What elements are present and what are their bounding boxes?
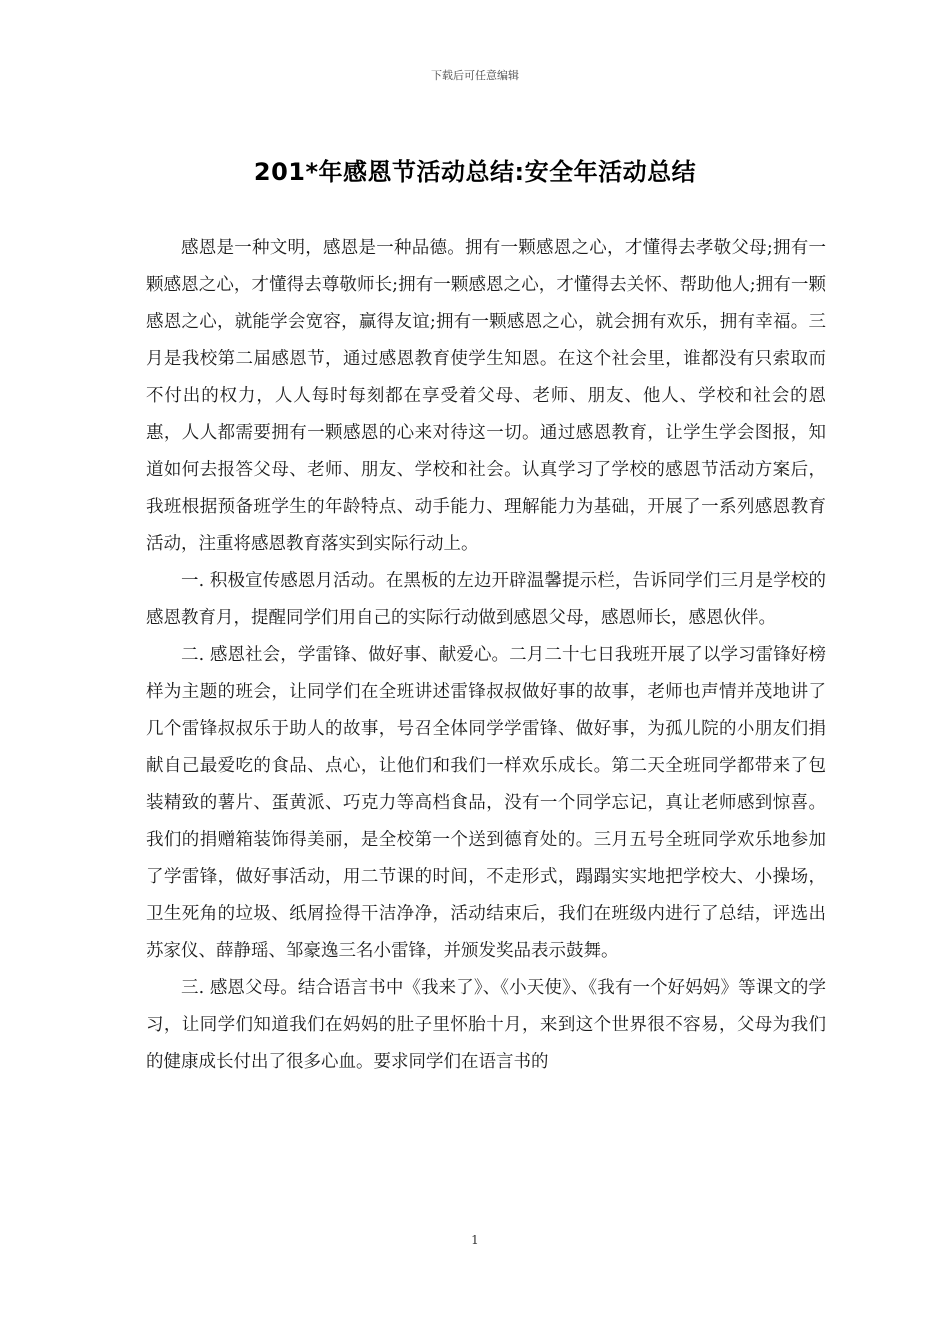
document-body [146, 230, 826, 1081]
document-title: 201*年感恩节活动总结:安全年活动总结 [253, 158, 697, 186]
paragraph-section-1: 一. 积极宣传感恩月活动。在黑板的左边开辟温馨提示栏，告诉同学们三月是学校的感恩教育月，提醒同学们用自己的实际行动做到感恩父母，感恩师长，感恩伙伴。 [146, 571, 826, 628]
header-note: 下载后可任意编辑 [431, 69, 519, 82]
paragraph-section-3: 三. 感恩父母。结合语言书中《我来了》、《小天使》、《我有一个好妈妈》等课文的学习，让同学们知道我们在妈妈的肚子里怀胎十月，来到这个世界很不容易，父母为我们的健康成长付出了很多心血。要求同学们在语言书的 [146, 978, 826, 1072]
paragraph-intro: 感恩是一种文明，感恩是一种品德。拥有一颗感恩之心，才懂得去孝敬父母;拥有一颗感恩之心，才懂得去尊敬师长;拥有一颗感恩之心，才懂得去关怀、帮助他人;拥有一颗感恩之心，就能学会宽容，赢得友谊;拥有一颗感恩之心，就会拥有欢乐，拥有幸福。三月是我校第二届感恩节，通过感恩教育使学生知恩。在这个社会里，谁都没有只索取而不付出的权力，人人每时每刻都在享受着父母、老师、朋友、他人、学校和社会的恩惠，人人都需要拥有一颗感恩的心来对待这一切。通过感恩教育，让学生学会图报，知道如何去报答父母、老师、朋友、学校和社会。认真学习了学校的感恩节活动方案后，我班根据预备班学生的年龄特点、动手能力、理解能力为基础，开展了一系列感恩教育活动，注重将感恩教育落实到实际行动上。 [146, 238, 826, 554]
paragraph-section-2: 二. 感恩社会，学雷锋、做好事、献爱心。二月二十七日我班开展了以学习雷锋好榜样为主题的班会，让同学们在全班讲述雷锋叔叔做好事的故事，老师也声情并茂地讲了几个雷锋叔叔乐于助人的故事，号召全体同学学雷锋、做好事，为孤儿院的小朋友们捐献自己最爱吃的食品、点心，让他们和我们一样欢乐成长。第二天全班同学都带来了包装精致的薯片、蛋黄派、巧克力等高档食品，没有一个同学忘记，真让老师感到惊喜。我们的捐赠箱装饰得美丽，是全校第一个送到德育处的。三月五号全班同学欢乐地参加了学雷锋，做好事活动，用二节课的时间，不走形式，蹋蹋实实地把学校大、小操场，卫生死角的垃圾、纸屑捡得干洁净净，活动结束后，我们在班级内进行了总结，评选出苏家仪、薛静瑶、邹豪逸三名小雷锋，并颁发奖品表示鼓舞。 [146, 645, 826, 961]
page-number: 1 [471, 1233, 479, 1247]
